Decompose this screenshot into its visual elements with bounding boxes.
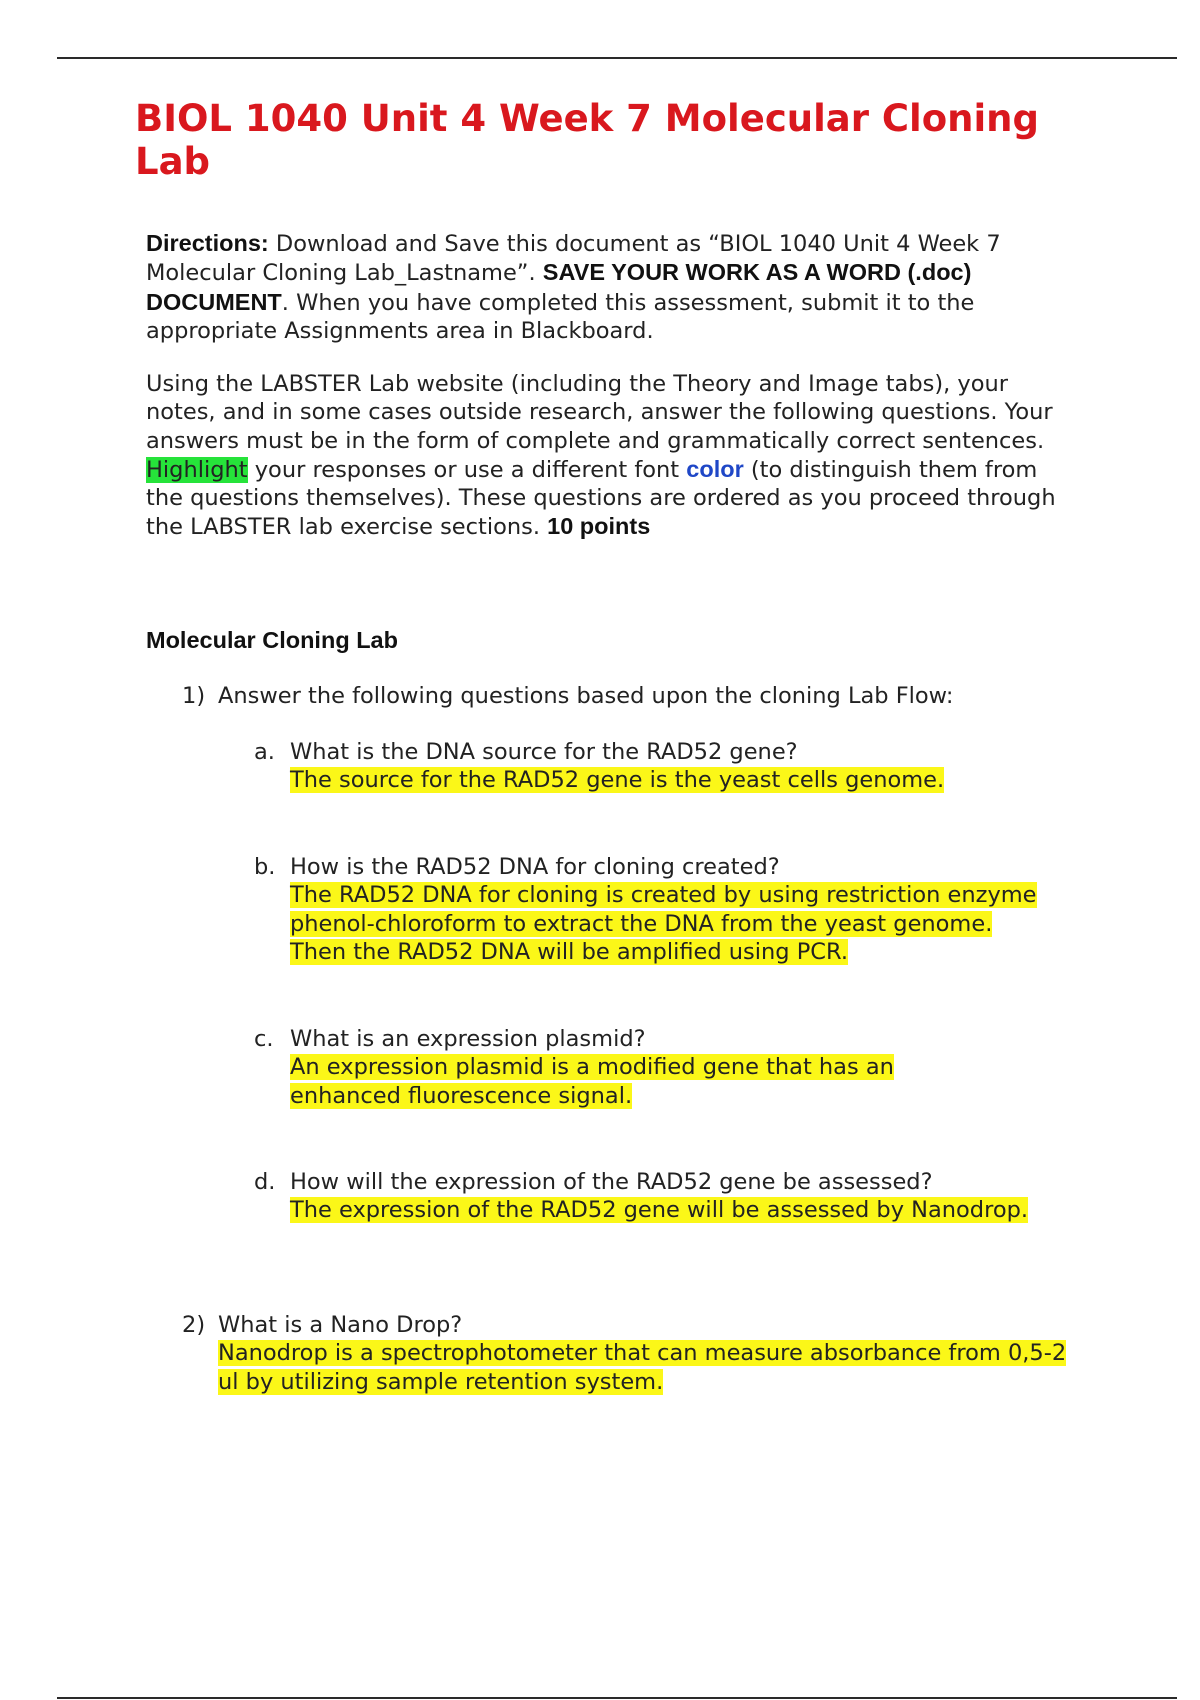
answer-text: The RAD52 DNA for cloning is created by using restriction enzyme phenol-chloroform to extract the DNA from the yeast genome. Then the RAD52 DNA will be amplified using PCR. <box>290 882 1037 965</box>
bottom-rule <box>57 1697 1177 1699</box>
subquestion-d <box>254 1168 1114 1225</box>
highlight-word: Highlight <box>146 456 248 483</box>
question-2-text: What is a Nano Drop? <box>218 1312 463 1338</box>
directions-submit-text: . When you have completed this assessment, submit it to the appropriate Assignments area in Blackboard. <box>146 289 975 344</box>
section-heading: Molecular Cloning Lab <box>146 627 398 653</box>
answer-text: An expression plasmid is a modified gene that has an enhanced fluorescence signal. <box>290 1054 894 1109</box>
question-1-number: 1) <box>182 683 206 709</box>
instructions-text-2: your responses or use a different font <box>247 456 687 483</box>
subquestion-text: How will the expression of the RAD52 gene be assessed? <box>290 1169 933 1195</box>
document-title: BIOL 1040 Unit 4 Week 7 Molecular Cloning Lab <box>135 97 1039 183</box>
directions-text: Download and Save this document as “BIOL 1040 Unit 4 Week 7 Molecular Cloning Lab_Lastname”. <box>146 231 1001 287</box>
answer-text: The expression of the RAD52 gene will be assessed by Nanodrop. <box>290 1197 1029 1224</box>
subquestion-c <box>254 1025 1114 1110</box>
subquestion-text: What is an expression plasmid? <box>290 1026 646 1052</box>
subquestion-letter: c. <box>254 1026 274 1052</box>
instructions-paragraph <box>146 370 1081 542</box>
subquestion-b <box>254 853 1114 966</box>
subquestion-a <box>254 738 1114 795</box>
instructions-text-1: Using the LABSTER Lab website (including the Theory and Image tabs), your notes, and in some cases outside research, answer the following questions. Your answers must be in the form of complete and grammatically correct sentences. <box>146 371 1053 454</box>
top-rule <box>57 57 1177 59</box>
directions-paragraph <box>146 229 1081 345</box>
question-2-number: 2) <box>182 1312 206 1338</box>
points-label: 10 points <box>547 513 651 540</box>
subquestion-text: What is the DNA source for the RAD52 gene? <box>290 739 798 765</box>
directions-save-note: SAVE YOUR WORK AS A WORD (.doc) DOCUMENT <box>146 259 972 315</box>
question-2 <box>182 1311 1102 1396</box>
subquestion-letter: d. <box>254 1169 276 1195</box>
answer-text: The source for the RAD52 gene is the yeast cells genome. <box>290 767 945 794</box>
subquestion-letter: a. <box>254 739 275 765</box>
instructions-text-3: (to distinguish them from the questions themselves). These questions are ordered as you proceed through the LABSTER lab exercise sections. <box>146 456 1056 541</box>
question-1-text: Answer the following questions based upon the cloning Lab Flow: <box>218 683 954 709</box>
subquestion-text: How is the RAD52 DNA for cloning created? <box>290 854 780 880</box>
question-1 <box>182 682 953 710</box>
subquestion-letter: b. <box>254 854 276 880</box>
directions-label: Directions: <box>146 230 269 256</box>
answer-text: Nanodrop is a spectrophotometer that can measure absorbance from 0,5-2 ul by utilizing sample retention system. <box>218 1340 1067 1395</box>
color-word: color <box>686 455 744 482</box>
